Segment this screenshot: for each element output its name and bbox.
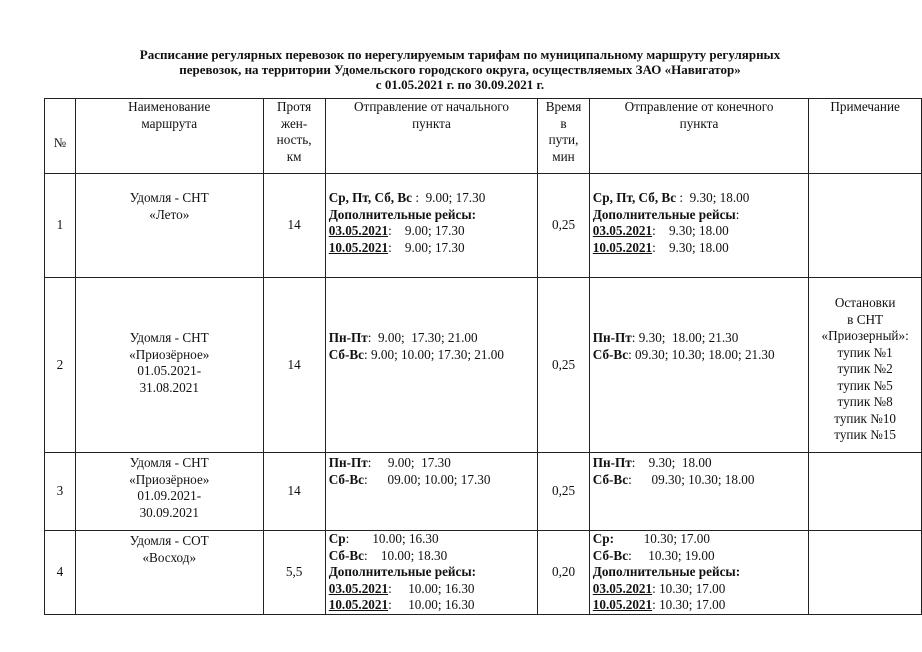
travel-time: 0,25 [538, 453, 589, 531]
route-name [75, 453, 263, 531]
schedule-line [329, 190, 535, 207]
schedule-line [593, 564, 806, 581]
schedule-times: : 10.00; 16.30 [388, 597, 475, 612]
schedule-label: 10.05.2021 [592, 597, 653, 612]
schedule-line [329, 207, 535, 224]
note [809, 531, 922, 615]
schedule-label: 10.05.2021 [328, 597, 389, 612]
schedule-times: : 9.00; 17.30 [412, 190, 486, 205]
schedule-times: : 09.30; 10.30; 18.00 [628, 471, 755, 487]
table-row [45, 278, 922, 453]
route-name-line: 01.05.2021- [137, 363, 202, 378]
schedule-times: : 9.30; 18.00 [631, 455, 712, 470]
route-name-line: «Приозёрное» [129, 471, 210, 487]
schedule-times: 10.30; 17.00 [614, 531, 710, 546]
schedule-label: Пн-Пт [328, 455, 368, 470]
schedule-label: Дополнительные рейсы: [328, 206, 477, 222]
route-name-line: Удомля - СОТ [129, 533, 209, 548]
schedule-line [329, 347, 535, 364]
schedule-line [329, 564, 535, 581]
schedule-label: Сб-Вс [592, 471, 629, 487]
header-depart-start: Отправление от начального пункта [325, 99, 538, 174]
route-length: 14 [263, 278, 325, 453]
title-line-2: перевозок, на территории Удомельского городского округа, осуществляемых ЗАО «Навигатор» [179, 62, 741, 77]
schedule-times: : 9.30; 18.00 [652, 223, 729, 238]
note-line: в СНТ [847, 311, 884, 327]
title-line-1: Расписание регулярных перевозок по нерегулируемым тарифам по муниципальному маршруту регулярных [139, 47, 781, 62]
schedule-line [593, 455, 806, 472]
schedule-times: : 9.00; 10.00; 17.30; 21.00 [364, 346, 504, 362]
route-name [75, 174, 263, 278]
schedule-times: : [735, 206, 740, 222]
departures-from-start [325, 174, 538, 278]
note [809, 278, 922, 453]
route-name-line: Удомля - СНТ [129, 455, 209, 470]
note-line: тупик №8 [837, 394, 893, 409]
note [809, 174, 922, 278]
note-line: «Приозерный»: [821, 328, 909, 343]
header-travel-time: Время в пути, мин [538, 99, 589, 174]
schedule-line [593, 207, 806, 224]
schedule-table [44, 98, 922, 615]
schedule-label: Дополнительные рейсы: [328, 564, 477, 579]
schedule-label: Сб-Вс [328, 547, 365, 563]
schedule-label: 03.05.2021 [592, 580, 653, 596]
route-name-line: «Восход» [142, 549, 197, 565]
note-line: Остановки [834, 295, 896, 310]
note-line: тупик №1 [837, 344, 893, 360]
schedule-line [593, 581, 806, 598]
schedule-label: Сб-Вс [592, 547, 629, 563]
departures-from-start [325, 531, 538, 615]
route-length: 14 [263, 174, 325, 278]
schedule-label: Сб-Вс [328, 471, 365, 487]
schedule-label: Пн-Пт [592, 330, 632, 345]
schedule-label: Ср, Пт, Сб, Вс [328, 190, 413, 205]
travel-time: 0,25 [538, 174, 589, 278]
schedule-times: : 09.30; 10.30; 18.00; 21.30 [628, 346, 775, 362]
note [809, 453, 922, 531]
schedule-label: Сб-Вс [592, 346, 629, 362]
schedule-times: : 9.00; 17.30 [388, 223, 465, 238]
schedule-label: Ср: [592, 531, 615, 546]
schedule-line [329, 531, 535, 548]
route-name [75, 531, 263, 615]
schedule-line [329, 240, 535, 257]
departures-from-end [589, 278, 809, 453]
row-number: 3 [45, 453, 76, 531]
table-row [45, 531, 922, 615]
note-line: тупик №15 [834, 427, 897, 442]
schedule-times: : 9.00; 17.30; 21.00 [367, 330, 478, 345]
schedule-line [329, 581, 535, 598]
note-line: тупик №10 [834, 410, 897, 426]
row-number: 2 [45, 278, 76, 453]
schedule-line [593, 240, 806, 257]
departures-from-end [589, 531, 809, 615]
route-name-line: «Лето» [149, 206, 190, 222]
schedule-line [593, 190, 806, 207]
header-num: № [45, 99, 76, 174]
schedule-times: : 9.30; 18.00; 21.30 [631, 330, 739, 345]
schedule-label: 10.05.2021 [592, 239, 653, 255]
document-title [60, 47, 860, 92]
schedule-line [329, 223, 535, 240]
schedule-times: : 10.00; 16.30 [388, 580, 475, 596]
route-name-line: Удомля - СНТ [129, 190, 209, 205]
route-name-line: Удомля - СНТ [129, 330, 209, 345]
route-length: 5,5 [263, 531, 325, 615]
table-row [45, 174, 922, 278]
schedule-line [593, 472, 806, 489]
schedule-times: : 10.00; 16.30 [345, 531, 439, 546]
schedule-line [593, 531, 806, 548]
schedule-times: : 9.30; 18.00 [676, 190, 750, 205]
header-route: Наименование маршрута [75, 99, 263, 174]
schedule-label: Дополнительные рейсы [592, 206, 736, 222]
row-number: 1 [45, 174, 76, 278]
header-note: Примечание [809, 99, 922, 174]
schedule-times: : 10.30; 17.00 [652, 597, 726, 612]
schedule-times: : 09.00; 10.00; 17.30 [364, 471, 491, 487]
travel-time: 0,25 [538, 278, 589, 453]
route-name-line: 31.08.2021 [139, 379, 199, 395]
header-row [45, 99, 922, 174]
schedule-label: 03.05.2021 [328, 223, 389, 238]
row-number: 4 [45, 531, 76, 615]
schedule-line [593, 347, 806, 364]
schedule-label: Сб-Вс [328, 346, 365, 362]
departures-from-start [325, 453, 538, 531]
route-name [75, 278, 263, 453]
schedule-line [329, 472, 535, 489]
schedule-label: 03.05.2021 [328, 580, 389, 596]
schedule-line [593, 597, 806, 614]
departures-from-end [589, 174, 809, 278]
schedule-times: : 9.30; 18.00 [652, 239, 729, 255]
schedule-times: : 10.30; 19.00 [628, 547, 715, 563]
note-line: тупик №5 [837, 377, 893, 393]
schedule-label: Пн-Пт [328, 330, 368, 345]
schedule-times: : 10.00; 18.30 [364, 547, 448, 563]
table-row [45, 453, 922, 531]
schedule-times: : 9.00; 17.30 [388, 239, 465, 255]
title-line-3: с 01.05.2021 г. по 30.09.2021 г. [375, 77, 545, 92]
schedule-times: : 10.30; 17.00 [652, 580, 726, 596]
schedule-line [329, 330, 535, 347]
note-line: тупик №2 [837, 361, 893, 376]
schedule-body [45, 174, 922, 615]
departures-from-start [325, 278, 538, 453]
schedule-label: Дополнительные рейсы: [592, 564, 741, 579]
route-name-line: «Приозёрное» [129, 346, 210, 362]
schedule-line [593, 548, 806, 565]
schedule-label: 03.05.2021 [592, 223, 653, 238]
schedule-line [329, 548, 535, 565]
schedule-label: Ср, Пт, Сб, Вс [592, 190, 677, 205]
schedule-line [329, 455, 535, 472]
schedule-line [593, 330, 806, 347]
route-length: 14 [263, 453, 325, 531]
schedule-label: Пн-Пт [592, 455, 632, 470]
schedule-line [593, 223, 806, 240]
route-name-line: 30.09.2021 [139, 504, 199, 520]
schedule-label: 10.05.2021 [328, 239, 389, 255]
schedule-times: : 9.00; 17.30 [367, 455, 451, 470]
departures-from-end [589, 453, 809, 531]
schedule-label: Ср [328, 531, 346, 546]
header-length: Протя жен- ность, км [263, 99, 325, 174]
travel-time: 0,20 [538, 531, 589, 615]
header-depart-end: Отправление от конечного пункта [589, 99, 809, 174]
schedule-line [329, 597, 535, 614]
route-name-line: 01.09.2021- [137, 488, 202, 503]
